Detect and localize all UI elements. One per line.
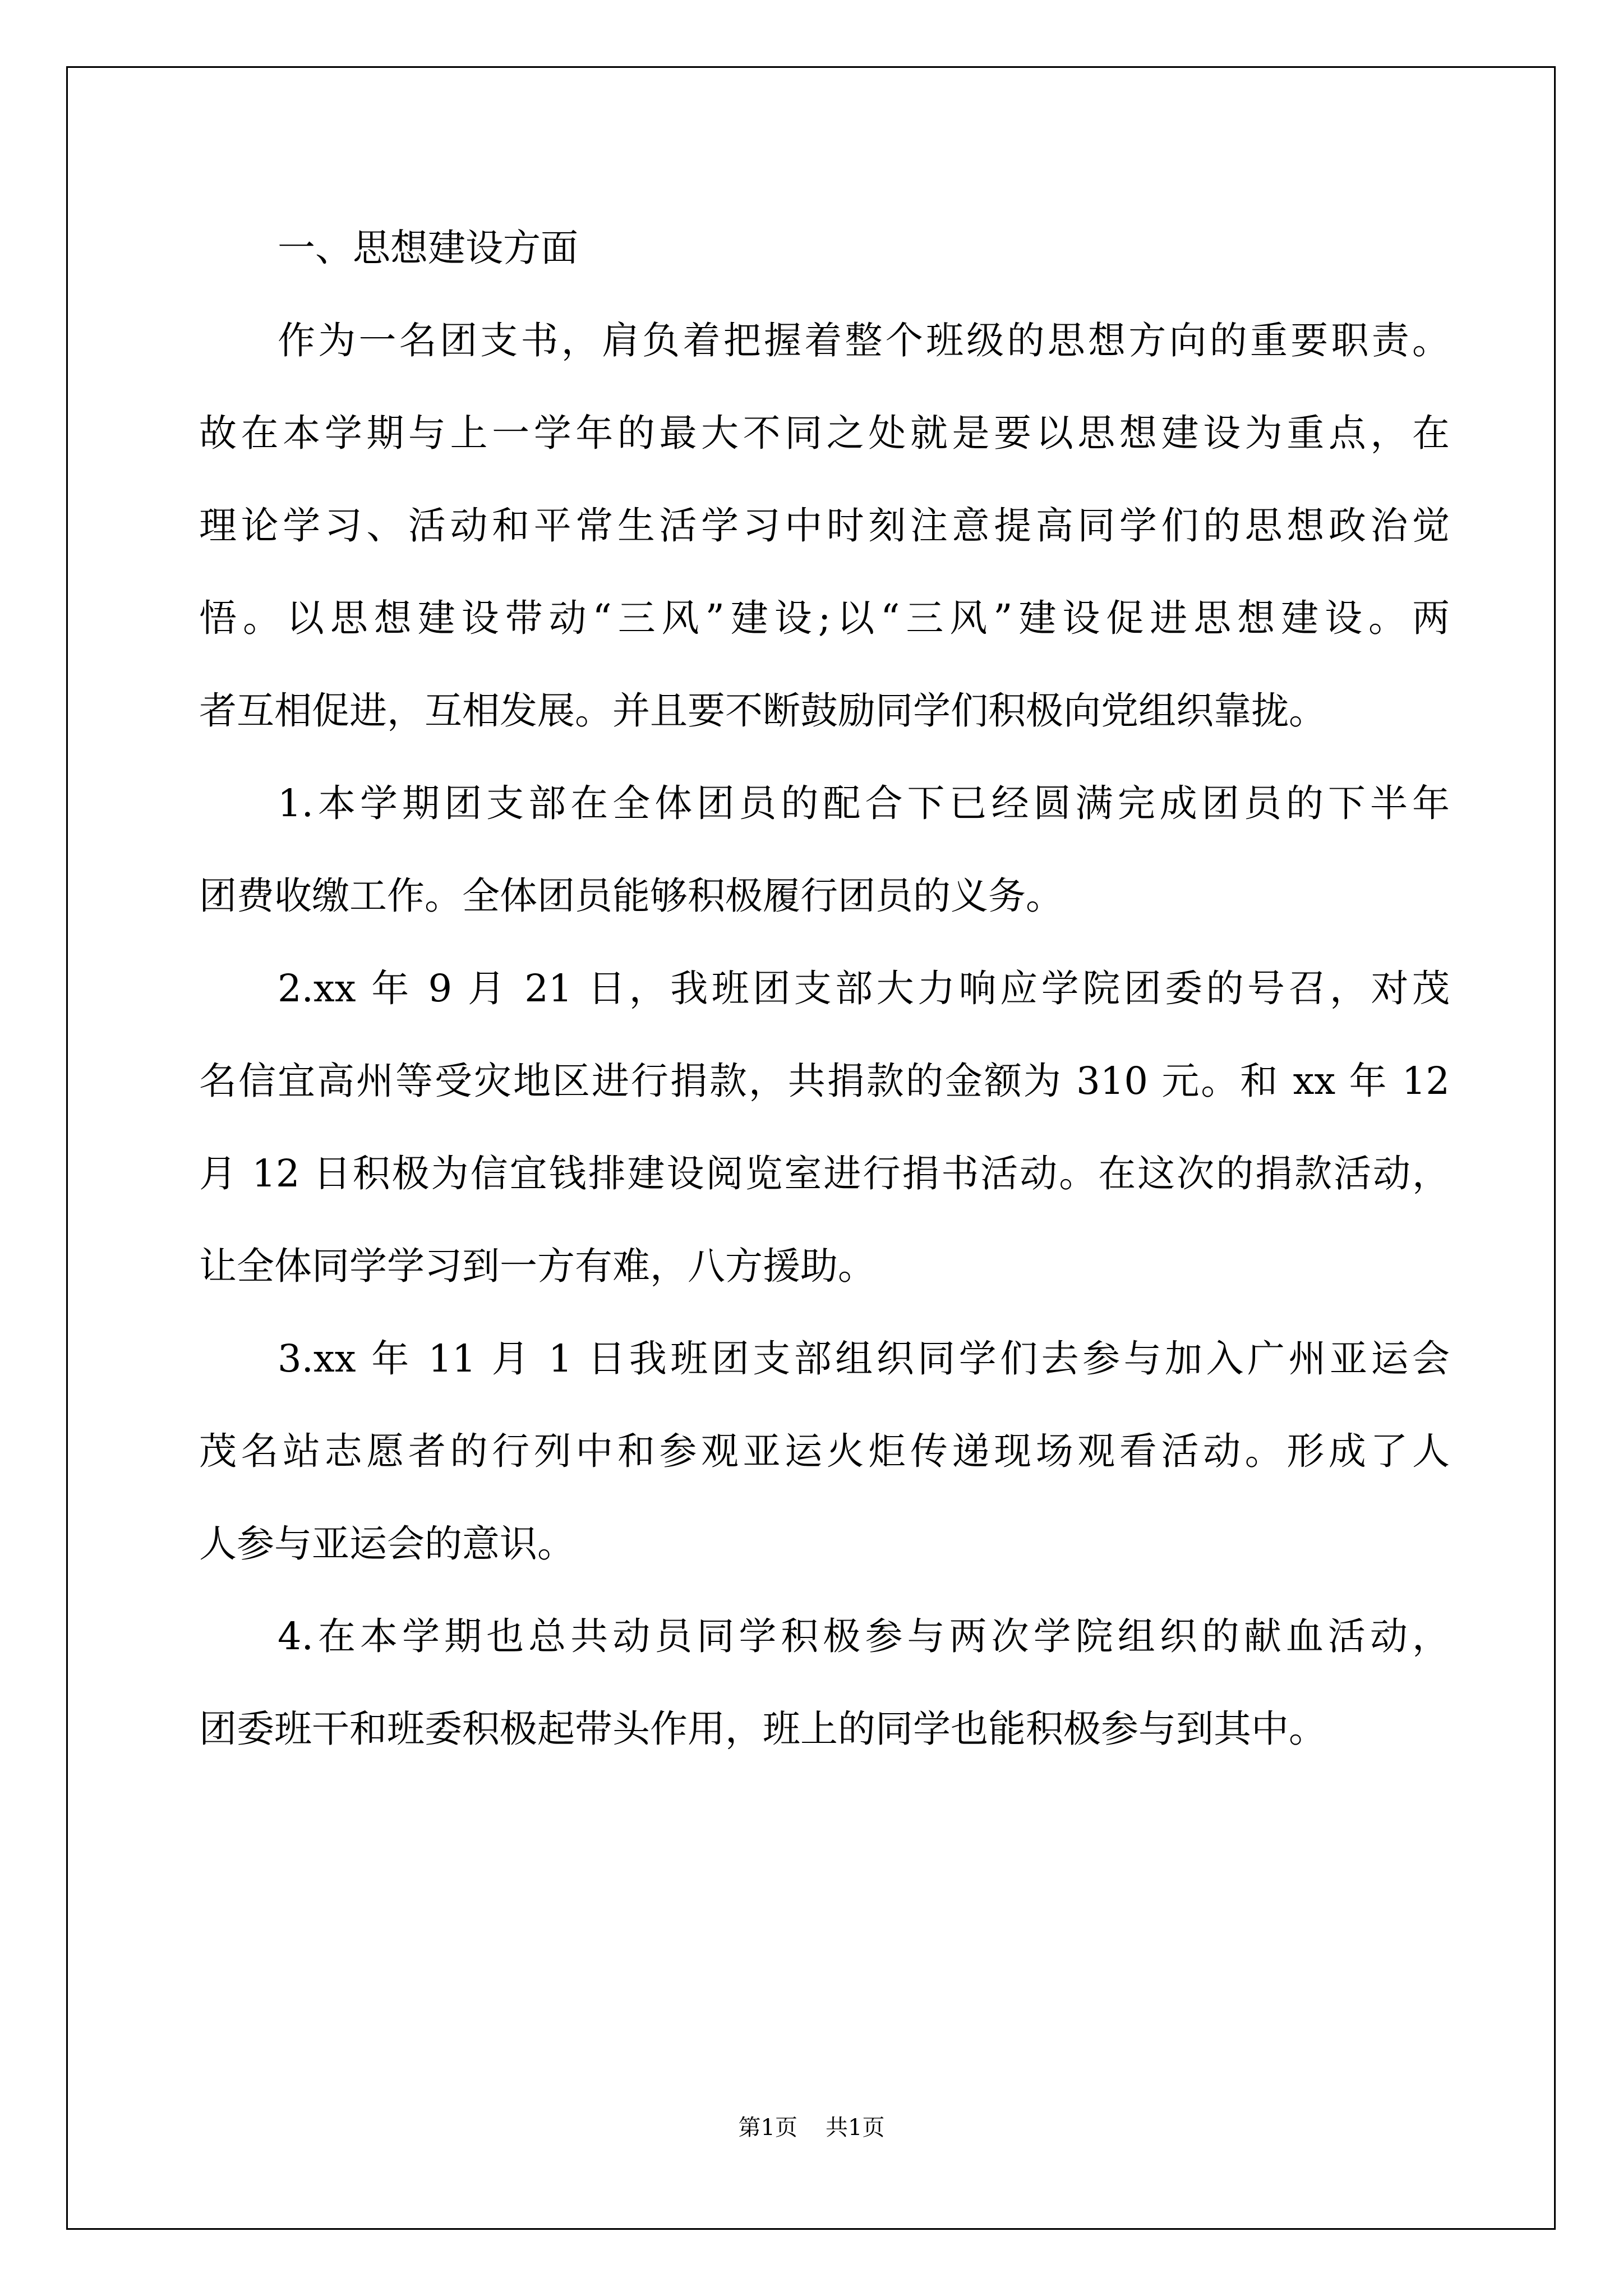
- text-line: 4.在本学期也总共动员同学积极参与两次学院组织的献血活动，: [278, 1614, 1450, 1658]
- text-line: 悟。以思想建设带动“三风”建设;以“三风”建设促进思想建设。两: [199, 596, 1450, 640]
- text-line: 名信宜高州等受灾地区进行捐款，共捐款的金额为 310 元。和 xx 年 12: [199, 1059, 1450, 1103]
- text-line: 月 12 日积极为信宜钱排建设阅览室进行捐书活动。在这次的捐款活动，: [199, 1152, 1450, 1195]
- text-line: 团费收缴工作。全体团员能够积极履行团员的义务。: [199, 874, 1063, 918]
- text-line: 者互相促进，互相发展。并且要不断鼓励同学们积极向党组织靠拢。: [199, 689, 1326, 733]
- text-line: 茂名站志愿者的行列中和参观亚运火炬传递现场观看活动。形成了人: [199, 1429, 1450, 1473]
- text-line: 团委班干和班委积极起带头作用，班上的同学也能积极参与到其中。: [199, 1707, 1326, 1751]
- text-line: 让全体同学学习到一方有难，八方援助。: [199, 1244, 875, 1288]
- page-total: 共1页: [826, 2115, 885, 2141]
- text-line: 作为一名团支书，肩负着把握着整个班级的思想方向的重要职责。: [278, 319, 1450, 362]
- text-line: 故在本学期与上一学年的最大不同之处就是要以思想建设为重点，在: [199, 411, 1450, 455]
- text-line: 2.xx 年 9 月 21 日，我班团支部大力响应学院团委的号召，对茂: [278, 967, 1450, 1010]
- text-line: 一、思想建设方面: [278, 226, 578, 270]
- text-line: 3.xx 年 11 月 1 日我班团支部组织同学们去参与加入广州亚运会: [278, 1337, 1450, 1381]
- document-body: [199, 202, 1450, 1775]
- page-footer: [0, 2111, 1623, 2145]
- page-number: 第1页: [738, 2115, 797, 2141]
- text-line: 理论学习、活动和平常生活学习中时刻注意提高同学们的思想政治觉: [199, 504, 1450, 547]
- text-line: 1.本学期团支部在全体团员的配合下已经圆满完成团员的下半年: [278, 781, 1450, 825]
- text-line: 人参与亚运会的意识。: [199, 1522, 575, 1566]
